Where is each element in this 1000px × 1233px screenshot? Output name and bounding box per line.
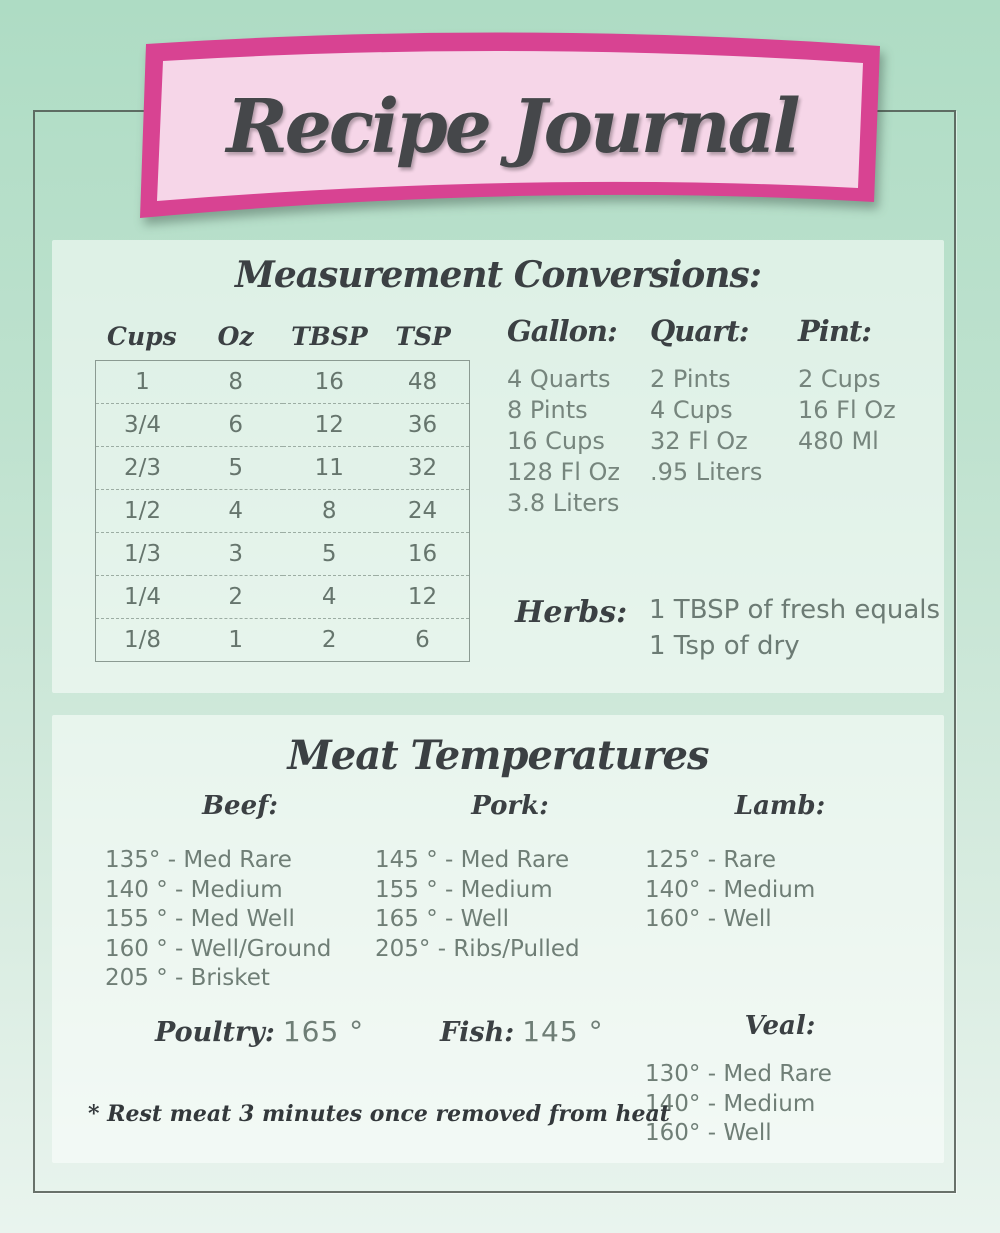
meat-temperatures-panel — [52, 715, 944, 1163]
conversion-table-cell: 48 — [407, 369, 438, 395]
meat-temperature-item: 125° - Rare — [645, 847, 776, 873]
conversion-table — [95, 360, 470, 662]
conversion-table-cell: 2 — [283, 619, 377, 662]
volume-column-header: Gallon: — [507, 314, 617, 348]
volume-item: 480 Ml — [798, 427, 879, 455]
meat-column — [105, 791, 375, 994]
conversions-title: Measurement Conversions: — [234, 254, 762, 296]
conversion-table-cell: 8 — [228, 369, 244, 395]
conversion-table-row — [96, 490, 470, 533]
volume-item: 32 Fl Oz — [650, 427, 748, 455]
conversion-table-cell: 1/2 — [96, 490, 190, 533]
conversion-table-cell: 6 — [189, 404, 283, 447]
meat-temperature-item: 160° - Well — [645, 906, 772, 932]
meat-temperature-item: 140 ° - Medium — [105, 876, 283, 903]
volume-item: 2 Pints — [650, 365, 731, 393]
fish-value: 145 ° — [522, 1015, 604, 1048]
volume-item: 4 Cups — [650, 396, 733, 424]
meat-temperature-item: 155 ° - Med Well — [105, 906, 295, 932]
meat-temperatures-title: Meat Temperatures — [287, 732, 709, 779]
fish-label: Fish: — [440, 1017, 515, 1048]
volume-column — [507, 314, 650, 519]
conversion-column-header: TSP — [395, 322, 451, 351]
fish-temperature — [440, 1015, 604, 1048]
volume-item: 16 Fl Oz — [798, 396, 896, 424]
poultry-value: 165 ° — [282, 1015, 365, 1048]
volume-column — [798, 314, 948, 519]
meat-column-header: Lamb: — [734, 791, 826, 821]
herbs-text: 1 TBSP of fresh equals 1 Tsp of dry — [649, 595, 941, 661]
volume-column — [650, 314, 798, 519]
volume-item: 16 Cups — [507, 427, 605, 455]
meat-temperature-item: 165 ° - Well — [375, 906, 509, 932]
conversion-table-row — [96, 619, 470, 662]
volume-equivalents — [507, 314, 948, 519]
conversion-table-cell: 3/4 — [96, 404, 190, 447]
volume-column-header: Pint: — [798, 314, 872, 348]
veal-label: Veal: — [744, 1011, 816, 1041]
herbs-label: Herbs: — [515, 595, 628, 630]
conversion-table-cell: 1/4 — [96, 576, 190, 619]
conversion-column-header: Cups — [107, 322, 177, 351]
volume-item: 8 Pints — [507, 396, 588, 424]
conversion-table-cell: 4 — [189, 490, 283, 533]
conversion-table-cell: 36 — [376, 404, 470, 447]
conversion-table-cell: 12 — [283, 404, 377, 447]
conversion-table-cell: 1/3 — [96, 533, 190, 576]
conversion-table-cell: 1 — [189, 619, 283, 662]
meat-column — [375, 791, 645, 994]
conversion-table-row — [96, 576, 470, 619]
conversion-table-cell: 3 — [189, 533, 283, 576]
conversion-table-headers — [95, 322, 470, 351]
veal-temperature-item: 140° - Medium — [645, 1090, 816, 1117]
volume-item: .95 Liters — [650, 458, 763, 486]
conversion-table-cell: 32 — [376, 447, 470, 490]
meat-temperature-item: 160 ° - Well/Ground — [105, 935, 332, 962]
poultry-label: Poultry: — [155, 1017, 275, 1048]
conversion-table-row — [96, 447, 470, 490]
conversion-table-cell: 2/3 — [96, 447, 190, 490]
conversion-table-cell: 2 — [189, 576, 283, 619]
volume-item: 3.8 Liters — [507, 489, 620, 517]
conversion-column-header: Oz — [217, 322, 254, 351]
volume-item: 2 Cups — [798, 365, 881, 393]
meat-temperature-item: 205° - Ribs/Pulled — [375, 935, 580, 962]
measurement-conversions-panel — [52, 240, 944, 693]
volume-column-header: Quart: — [650, 314, 749, 348]
meat-column-header: Beef: — [202, 791, 278, 821]
meat-temperature-item: 140° - Medium — [645, 876, 816, 903]
volume-item: 4 Quarts — [507, 365, 611, 393]
conversion-table-cell: 11 — [283, 447, 377, 490]
conversion-column-header: TBSP — [291, 322, 368, 351]
conversion-table-cell: 8 — [283, 490, 377, 533]
conversion-table-cell: 24 — [376, 490, 470, 533]
conversion-table-cell: 5 — [189, 447, 283, 490]
conversion-table-cell: 5 — [283, 533, 377, 576]
conversion-table-cell: 4 — [283, 576, 377, 619]
veal-temperature-item: 160° - Well — [645, 1120, 772, 1146]
conversion-table-cell: 1 — [135, 369, 150, 395]
rest-meat-footnote: * Rest meat 3 minutes once removed from heat — [88, 1101, 670, 1127]
meat-column — [645, 791, 915, 994]
meat-temperature-item: 155 ° - Medium — [375, 876, 553, 903]
conversion-table-cell: 16 — [376, 533, 470, 576]
conversion-table-row — [96, 404, 470, 447]
meat-column-header: Pork: — [471, 791, 549, 821]
veal-temperature-item: 130° - Med Rare — [645, 1061, 832, 1087]
conversion-table-row — [96, 361, 470, 404]
meat-temperature-item: 205 ° - Brisket — [105, 965, 270, 991]
conversion-table-cell: 6 — [376, 619, 470, 662]
veal-temperature-list — [645, 1060, 832, 1149]
title-banner — [130, 28, 894, 224]
conversion-table-cell: 1/8 — [96, 619, 190, 662]
page-title: Recipe Journal — [226, 84, 798, 170]
volume-item: 128 Fl Oz — [507, 458, 621, 486]
meat-temperature-item: 145 ° - Med Rare — [375, 847, 570, 873]
meat-temperature-columns — [105, 791, 915, 994]
meat-temperature-item: 135° - Med Rare — [105, 847, 292, 873]
conversion-table-cell: 12 — [376, 576, 470, 619]
poultry-temperature — [155, 1015, 364, 1048]
conversion-table-cell: 16 — [314, 369, 344, 395]
conversion-table-row — [96, 533, 470, 576]
